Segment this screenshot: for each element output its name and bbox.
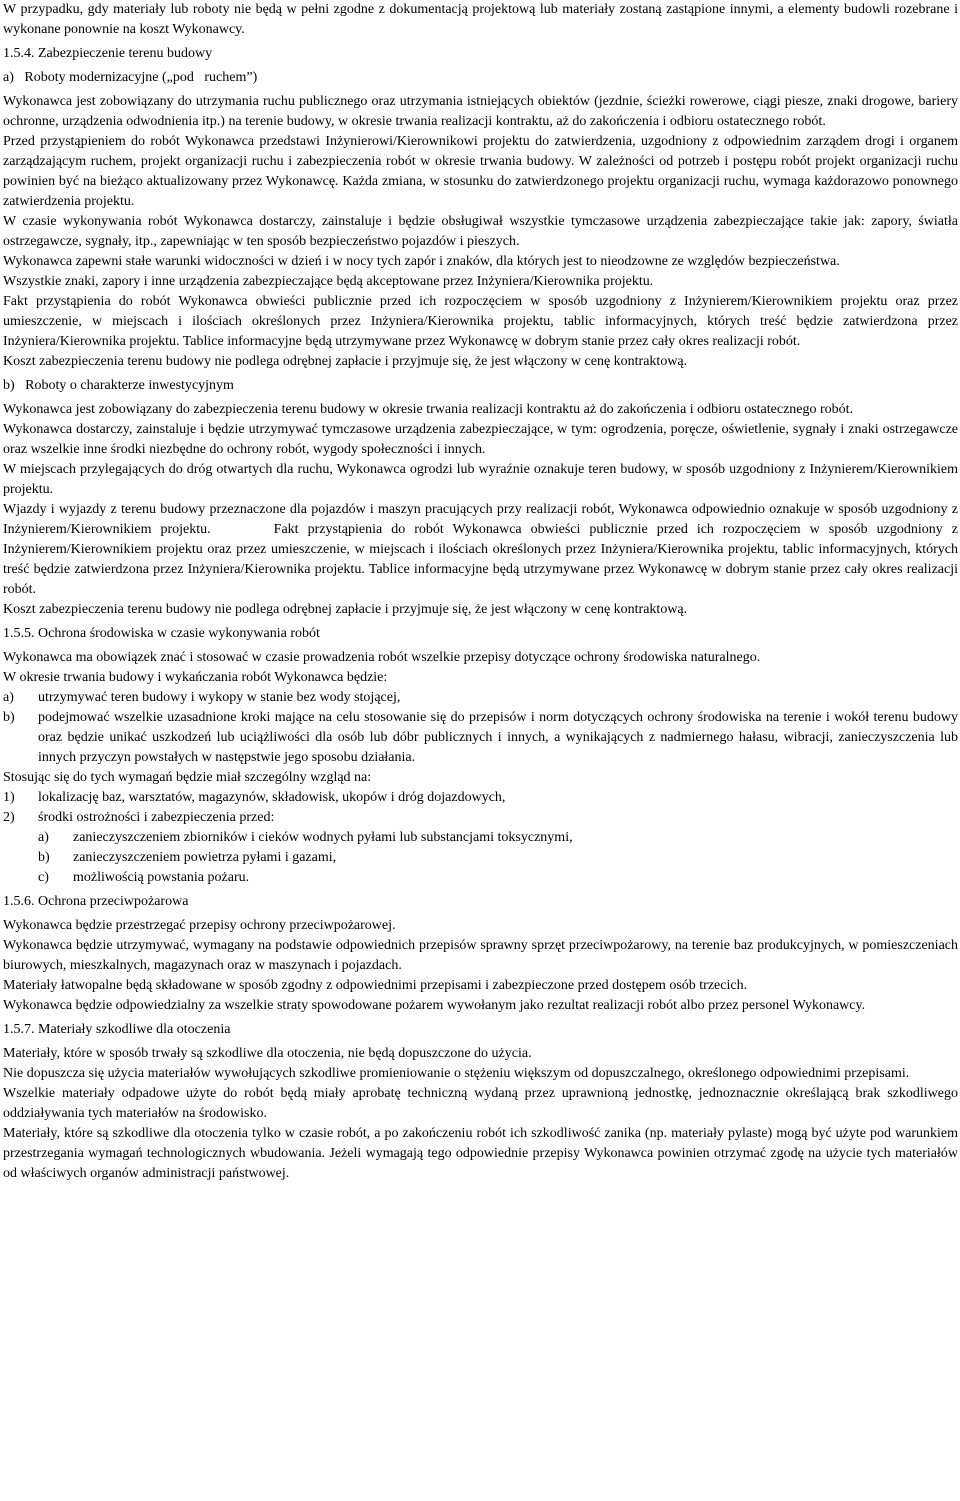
subsection-a-heading: a) Roboty modernizacyjne („pod ruchem”) bbox=[3, 70, 258, 85]
paragraph: W okresie trwania budowy i wykańczania robót Wykonawca będzie: bbox=[3, 670, 388, 685]
list-marker: b) bbox=[3, 710, 15, 725]
paragraph: Materiały, które w sposób trwały są szkodliwe dla otoczenia, nie będą dopuszczone do użycia. bbox=[3, 1046, 532, 1061]
list-marker: a) bbox=[38, 830, 49, 845]
list-item bbox=[3, 808, 958, 828]
list-marker: b) bbox=[38, 850, 50, 865]
list-item bbox=[38, 848, 958, 868]
subsection-a-body bbox=[3, 92, 958, 372]
paragraph: Wykonawca będzie odpowiedzialny za wszelkie straty spowodowane pożarem wywołanym jako rezultat realizacji robót albo przez personel Wykonawcy. bbox=[3, 998, 866, 1013]
list-item bbox=[3, 708, 958, 768]
paragraph: W miejscach przylegających do dróg otwartych dla ruchu, Wykonawca ogrodzi lub wyraźnie oznakuje teren budowy, w sposób uzgodniony z Inżynierem/Kierownikiem projektu. bbox=[3, 462, 958, 497]
list-item bbox=[38, 828, 958, 848]
paragraph: Nie dopuszcza się użycia materiałów wywołujących szkodliwe promieniowanie o stężeniu większym od dopuszczalnego, określonego odpowiednimi przepisami. bbox=[3, 1066, 910, 1081]
paragraph: Wszystkie znaki, zapory i inne urządzenia zabezpieczające będą akceptowane przez Inżyniera/Kierownika projektu. bbox=[3, 274, 654, 289]
paragraph: Wykonawca dostarczy, zainstaluje i będzie utrzymywać tymczasowe urządzenia zabezpieczające, w tym: ogrodzenia, poręcze, oświetlenie, sygnały i znaki ostrzegawcze oraz wszelkie inne środki niezbędne do ochrony robót, wygody społeczności i innych. bbox=[3, 422, 958, 457]
list-marker: 1) bbox=[3, 790, 15, 805]
paragraph: Fakt przystąpienia do robót Wykonawca obwieści publicznie przed ich rozpoczęciem w sposób uzgodniony z Inżynierem/Kierownikiem projektu oraz przez umieszczenie, w miejscach i ilościach określonych przez Inżyniera/Kierownika projektu, tablic informacyjnych, których treść będzie zatwierdzona przez Inżyniera/Kierownika projektu. Tablice informacyjne będą utrzymywane przez Wykonawcę w dobrym stanie przez cały okres realizacji robót. bbox=[3, 294, 958, 349]
list-text: zanieczyszczeniem powietrza pyłami i gazami, bbox=[73, 850, 337, 865]
paragraph: Koszt zabezpieczenia terenu budowy nie podlega odrębnej zapłacie i przyjmuje się, że jest włączony w cenę kontraktową. bbox=[3, 602, 688, 617]
list-item bbox=[3, 788, 958, 808]
list-text: podejmować wszelkie uzasadnione kroki mające na celu stosowanie się do przepisów i norm dotyczących ochrony środowiska na terenie i wokół terenu budowy oraz będzie unikać uszkodzeń lub uciążliwości dla osób lub dóbr publicznych i innych, a wynikających z nadmiernego hałasu, wibracji, zanieczyszczenia lub innych przyczyn powstałych w następstwie jego sposobu działania. bbox=[38, 710, 958, 765]
paragraph: Wykonawca będzie utrzymywać, wymagany na podstawie odpowiednich przepisów sprawny sprzęt przeciwpożarowy, na terenie baz produkcyjnych, w pomieszczeniach biurowych, mieszkalnych, magazynach oraz w maszynach i pojazdach. bbox=[3, 938, 958, 973]
paragraph: Wykonawca jest zobowiązany do zabezpieczenia terenu budowy w okresie trwania realizacji kontraktu aż do zakończenia i odbioru ostatecznego robót. bbox=[3, 402, 854, 417]
paragraph: Wykonawca zapewni stałe warunki widoczności w dzień i w nocy tych zapór i znaków, dla których jest to nieodzowne ze względów bezpieczeństwa. bbox=[3, 254, 840, 269]
list-item bbox=[38, 868, 958, 888]
list-item bbox=[3, 688, 958, 708]
section-1-5-4-heading: 1.5.4. Zabezpieczenie terenu budowy bbox=[3, 46, 213, 61]
list-text: zanieczyszczeniem zbiorników i cieków wodnych pyłami lub substancjami toksycznymi, bbox=[73, 830, 573, 845]
considerations-list bbox=[3, 788, 958, 888]
paragraph: Koszt zabezpieczenia terenu budowy nie podlega odrębnej zapłacie i przyjmuje się, że jest włączony w cenę kontraktową. bbox=[3, 354, 688, 369]
paragraph: Wykonawca będzie przestrzegać przepisy ochrony przeciwpożarowej. bbox=[3, 918, 396, 933]
list-text: możliwością powstania pożaru. bbox=[73, 870, 250, 885]
section-1-5-6-heading: 1.5.6. Ochrona przeciwpożarowa bbox=[3, 894, 189, 909]
section-1-5-6-body bbox=[3, 916, 958, 1016]
intro-paragraph: W przypadku, gdy materiały lub roboty nie będą w pełni zgodne z dokumentacją projektową lub materiały zostaną zastąpione innymi, a elementy budowli rozebrane i wykonane ponownie na koszt Wykonawcy. bbox=[3, 2, 958, 37]
paragraph: Wykonawca ma obowiązek znać i stosować w czasie prowadzenia robót wszelkie przepisy dotyczące ochrony środowiska naturalnego. bbox=[3, 650, 761, 665]
section-1-5-7-body bbox=[3, 1044, 958, 1184]
paragraph: Wszelkie materiały odpadowe użyte do robót będą miały aprobatę techniczną wydaną przez uprawnioną jednostkę, jednoznacznie określającą brak szkodliwego oddziaływania tych materiałów na środowisko. bbox=[3, 1086, 958, 1121]
list-marker: c) bbox=[38, 870, 49, 885]
sub-list bbox=[3, 828, 958, 888]
paragraph: Przed przystąpieniem do robót Wykonawca przedstawi Inżynierowi/Kierownikowi projektu do zatwierdzenia, uzgodniony z odpowiednim zarządem drogi i organem zarządzającym ruchem, projekt organizacji ruchu i zabezpieczenia robót w okresie trwania budowy. W zależności od potrzeb i postępu robót projekt organizacji ruchu powinien być na bieżąco aktualizowany przez Wykonawcę. Każda zmiana, w stosunku do zatwierdzonego projektu organizacji ruchu, wymaga każdorazowo ponownego zatwierdzenia projektu. bbox=[3, 134, 958, 209]
list-text: utrzymywać teren budowy i wykopy w stanie bez wody stojącej, bbox=[38, 690, 401, 705]
subsection-b-body bbox=[3, 400, 958, 620]
subsection-b-heading: b) Roboty o charakterze inwestycyjnym bbox=[3, 378, 234, 393]
list-marker: a) bbox=[3, 690, 14, 705]
paragraph: Materiały łatwopalne będą składowane w sposób zgodny z odpowiednimi przepisami i zabezpieczone przed dostępem osób trzecich. bbox=[3, 978, 748, 993]
section-1-5-5-heading: 1.5.5. Ochrona środowiska w czasie wykonywania robót bbox=[3, 626, 320, 641]
list-text: środki ostrożności i zabezpieczenia przed: bbox=[38, 810, 275, 825]
paragraph: Stosując się do tych wymagań będzie miał szczególny wzgląd na: bbox=[3, 770, 372, 785]
paragraph: Materiały, które są szkodliwe dla otoczenia tylko w czasie robót, a po zakończeniu robót ich szkodliwość zanika (np. materiały pylaste) mogą być użyte pod warunkiem przestrzegania wymagań technologicznych wbudowania. Jeżeli wymagają tego odpowiednie przepisy Wykonawca powinien otrzymać zgodę na użycie tych materiałów od właściwych organów administracji państwowej. bbox=[3, 1126, 958, 1181]
list-marker: 2) bbox=[3, 810, 15, 825]
duties-list bbox=[3, 688, 958, 768]
section-1-5-7-heading: 1.5.7. Materiały szkodliwe dla otoczenia bbox=[3, 1022, 231, 1037]
paragraph: Wykonawca jest zobowiązany do utrzymania ruchu publicznego oraz utrzymania istniejących obiektów (jezdnie, ścieżki rowerowe, ciągi piesze, znaki drogowe, bariery ochronne, urządzenia odwodnienia itp.) na terenie budowy, w okresie trwania realizacji kontraktu, aż do zakończenia i odbioru ostatecznego robót. bbox=[3, 94, 958, 129]
list-text: lokalizację baz, warsztatów, magazynów, składowisk, ukopów i dróg dojazdowych, bbox=[38, 790, 506, 805]
paragraph: Wjazdy i wyjazdy z terenu budowy przeznaczone dla pojazdów i maszyn pracujących przy realizacji robót, Wykonawca odpowiednio oznakuje w sposób uzgodniony z Inżynierem/Kierownikiem projektu. Fakt przystąpienia do robót Wykonawca obwieści publicznie przed ich rozpoczęciem w sposób uzgodniony z Inżynierem/Kierownikiem projektu oraz przez umieszczenie, w miejscach i ilościach określonych przez Inżyniera/Kierownika projektu, tablic informacyjnych, których treść będzie zatwierdzona przez Inżyniera/Kierownika projektu. Tablice informacyjne będą utrzymywane przez Wykonawcę w dobrym stanie przez cały okres realizacji robót. bbox=[3, 502, 958, 597]
paragraph: W czasie wykonywania robót Wykonawca dostarczy, zainstaluje i będzie obsługiwał wszystkie tymczasowe urządzenia zabezpieczające takie jak: zapory, światła ostrzegawcze, sygnały, itp., zapewniając w ten sposób bezpieczeństwo pojazdów i pieszych. bbox=[3, 214, 958, 249]
